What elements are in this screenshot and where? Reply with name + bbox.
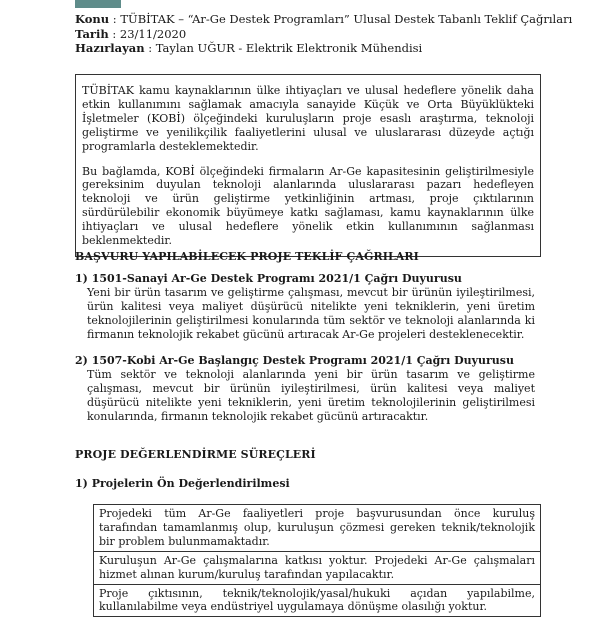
evaluation-subtitle: 1) Projelerin Ön Değerlendirilmesi [75, 477, 290, 490]
date-value: : 23/11/2020 [112, 26, 187, 41]
table-row [94, 584, 541, 617]
subject-label: Konu [75, 12, 110, 26]
table-cell: Proje çıktısının, teknik/teknolojik/yasal/hukuki açıdan yapılabilme, kullanılabilme veya endüstriyel uygulamaya dönüşme olasılığı yoktur. [94, 584, 541, 617]
call-item-1501 [75, 272, 535, 342]
table-row [94, 551, 541, 584]
subject-value: : TÜBİTAK – “Ar-Ge Destek Programları” Ulusal Destek Tabanlı Teklif Çağrıları [112, 12, 573, 26]
author-label: Hazırlayan [75, 41, 145, 55]
table-row [94, 505, 541, 552]
subject-row [75, 12, 573, 27]
evaluation-section-title: PROJE DEĞERLENDİRME SÜREÇLERİ [75, 448, 316, 461]
date-label: Tarih [75, 26, 109, 41]
document-header [75, 12, 573, 56]
author-row [75, 41, 545, 56]
intro-paragraph-1: TÜBİTAK kamu kaynaklarının ülke ihtiyaçları ve ulusal hedeflere yönelik daha etkin kullanımını sağlamak amacıyla sanayide Küçük ve Orta Büyüklükteki İşletmeler (KOBİ) ölçeğindeki kuruluşların proje esaslı araştırma, teknoloji geliştirme ve yenilikçilik faaliyetlerini ulusal ve uluslararası düzeyde açtığı programlarla desteklemektedir. [82, 84, 534, 153]
calls-section-title: BAŞVURU YAPILABİLECEK PROJE TEKLİF ÇAĞRILARI [75, 250, 419, 263]
date-row [75, 27, 545, 42]
author-value: : Taylan UĞUR - Elektrik Elektronik Mühendisi [148, 41, 423, 55]
call-item-text: Yeni bir ürün tasarım ve geliştirme çalışması, mevcut bir ürünün iyileştirilmesi, ürün kalitesi veya maliyet düşürücü nitelikte yeni tekniklerin, yeni üretim teknolojilerinin geliştirilmesi konularında tüm sektör ve teknoloji alanlarında ki firmanın teknolojik rekabet gücünü artıracak Ar-Ge projeleri desteklenecektir. [87, 285, 535, 341]
header-color-band [75, 0, 121, 8]
table-cell: Kuruluşun Ar-Ge çalışmalarına katkısı yoktur. Projedeki Ar-Ge çalışmaları hizmet alınan kurum/kuruluş tarafından yapılacaktır. [94, 551, 541, 584]
intro-box [75, 74, 541, 257]
table-cell: Projedeki tüm Ar-Ge faaliyetleri proje başvurusundan önce kuruluş tarafından tamamlanmış olup, kuruluşun çözmesi gereken teknik/teknolojik bir problem bulunmamaktadır. [94, 505, 541, 552]
call-item-title: 1) 1501-Sanayi Ar-Ge Destek Programı 2021/1 Çağrı Duyurusu [75, 272, 462, 285]
call-item-1507 [75, 354, 535, 424]
intro-paragraph-2: Bu bağlamda, KOBİ ölçeğindeki firmaların Ar-Ge kapasitesinin geliştirilmesiyle gereksinim duyulan teknoloji alanlarında uluslararası pazarı hedefleyen teknoloji ve ürün geliştirme yetkinliğinin artması, proje çıktılarının sürdürülebilir ekonomik büyümeye katkı sağlaması, kamu kaynaklarının ülke ihtiyaçları ve ulusal hedeflere yönelik etkin kullanımının sağlanması beklenmektedir. [82, 164, 534, 248]
pre-evaluation-table [93, 504, 541, 617]
call-item-text: Tüm sektör ve teknoloji alanlarında yeni bir ürün tasarım ve geliştirme çalışması, mevcut bir ürünün iyileştirilmesi, ürün kalitesi veya maliyet düşürücü nitelikte yeni tekniklerin, yeni üretim teknolojilerinin geliştirilmesi konularında, firmanın teknolojik rekabet gücünü artıracaktır. [87, 367, 535, 423]
call-item-title: 2) 1507-Kobi Ar-Ge Başlangıç Destek Programı 2021/1 Çağrı Duyurusu [75, 354, 514, 367]
